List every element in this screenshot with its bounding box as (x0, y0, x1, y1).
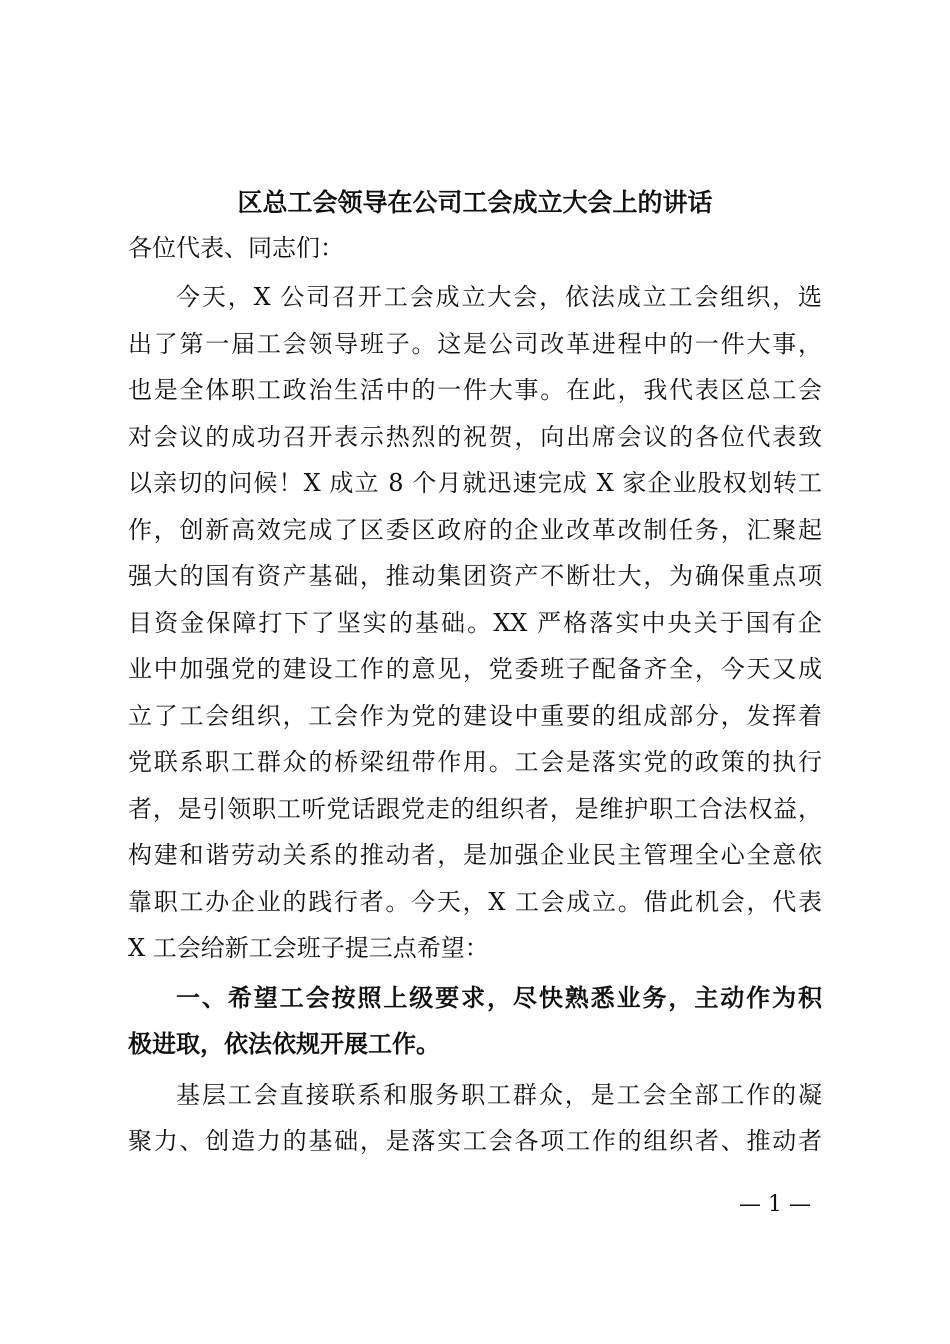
page-number: — 1 — (739, 1192, 811, 1217)
document-title: 区总工会领导在公司工会成立大会上的讲话 (237, 188, 713, 217)
salutation: 各位代表、同志们： (128, 234, 344, 262)
paragraph-line: 立了工会组织，工会作为党的建设中重要的组成部分，发挥着 (128, 702, 822, 730)
paragraph-line: 作，创新高效完成了区委区政府的企业改革改制任务，汇聚起 (128, 516, 822, 544)
paragraph-line: 对会议的成功召开表示热烈的祝贺，向出席会议的各位代表致 (128, 423, 822, 451)
paragraph-line: 构建和谐劳动关系的推动者，是加强企业民主管理全心全意依 (128, 841, 822, 869)
paragraph-line: 者，是引领职工听党话跟党走的组织者，是维护职工合法权益， (128, 795, 822, 823)
paragraph-line: 以亲切的问候！X 成立 8 个月就迅速完成 X 家企业股权划转工 (128, 469, 822, 497)
paragraph-line: 目资金保障打下了坚实的基础。XX 严格落实中央关于国有企 (128, 609, 822, 637)
paragraph-line: 党联系职工群众的桥梁纽带作用。工会是落实党的政策的执行 (128, 748, 822, 776)
paragraph-line: 业中加强党的建设工作的意见，党委班子配备齐全，今天又成 (128, 655, 822, 683)
paragraph-line: 基层工会直接联系和服务职工群众，是工会全部工作的凝 (176, 1081, 822, 1109)
paragraph-line: X 工会给新工会班子提三点希望： (128, 934, 489, 962)
paragraph-line: 强大的国有资产基础，推动集团资产不断壮大，为确保重点项 (128, 562, 822, 590)
paragraph-line: 靠职工办企业的践行者。今天，X 工会成立。借此机会，代表 (128, 888, 822, 916)
paragraph-line: 也是全体职工政治生活中的一件大事。在此，我代表区总工会 (128, 376, 822, 404)
paragraph-line: 今天，X 公司召开工会成立大会，依法成立工会组织，选 (176, 283, 822, 311)
paragraph-line: 出了第一届工会领导班子。这是公司改革进程中的一件大事， (128, 330, 822, 358)
section-heading-line: 一、希望工会按照上级要求，尽快熟悉业务，主动作为积 (176, 984, 822, 1012)
section-heading-line: 极进取，依法依规开展工作。 (128, 1030, 440, 1058)
paragraph-line: 聚力、创造力的基础，是落实工会各项工作的组织者、推动者 (128, 1127, 822, 1155)
